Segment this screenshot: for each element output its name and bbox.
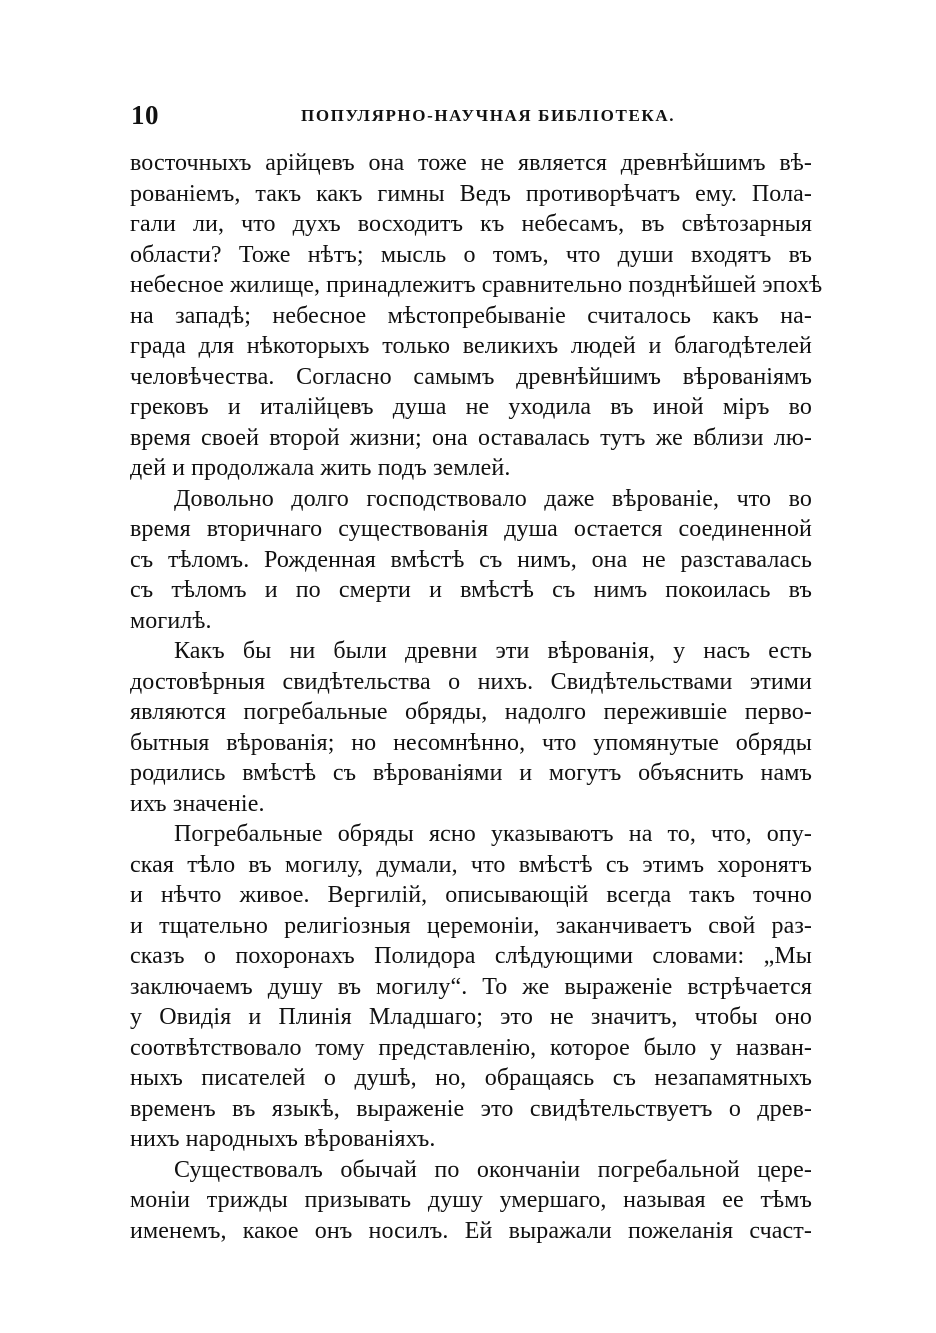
page-number: 10 [131,100,159,130]
text-line: небесное жилище, принадлежитъ сравнительно позднѣйшей эпохѣ [130,272,823,298]
text-line: гали ли, что духъ восходитъ къ небесамъ, въ свѣтозарныя [130,211,812,237]
text-line: ныхъ писателей о душѣ, но, обращаясь съ незапамятныхъ [130,1065,812,1091]
text-line: человѣчества. Согласно самымъ древнѣйшимъ вѣрованіямъ [130,363,812,390]
text-line: съ тѣломъ. Рожденная вмѣстѣ съ нимъ, она не разставалась [130,546,812,573]
page-header [131,100,811,132]
text-line: именемъ, какое онъ носилъ. Ей выражали пожеланія счаст- [130,1217,812,1244]
text-line: у Овидія и Плинія Младшаго; это не значитъ, чтобы оно [130,1004,812,1030]
text-line: соотвѣтствовало тому представленію, которое было у назван- [130,1034,812,1061]
running-title: ПОПУЛЯРНО-НАУЧНАЯ БИБЛІОТЕКА. [301,106,676,125]
text-line: и тщательно религіозныя церемоніи, заканчиваетъ свой раз- [130,912,812,939]
text-line: время вторичнаго существованія душа остается соединенной [130,516,812,542]
text-line: могилѣ. [130,607,212,634]
text-line: Довольно долго господствовало даже вѣрованіе, что во [174,485,812,512]
text-line: града для нѣкоторыхъ только великихъ людей и благодѣтелей [130,333,812,359]
text-line: родились вмѣстѣ съ вѣрованіями и могутъ объяснить намъ [130,760,812,786]
text-line: время своей второй жизни; она оставалась тутъ же вблизи лю- [130,424,812,451]
text-line: дей и продолжала жить подъ землей. [130,455,511,481]
text-line: и нѣчто живое. Вергилій, описывающій всегда такъ точно [130,882,812,908]
text-line: восточныхъ арійцевъ она тоже не является древнѣйшимъ вѣ- [130,150,812,176]
text-line: сказъ о похоронахъ Полидора слѣдующими словами: „Мы [130,943,812,969]
text-line: на западѣ; небесное мѣстопребываніе считалось какъ на- [130,302,812,329]
text-line: нихъ народныхъ вѣрованіяхъ. [130,1126,436,1152]
text-line: Существовалъ обычай по окончаніи погребальной цере- [174,1156,812,1183]
text-line: Какъ бы ни были древни эти вѣрованія, у насъ есть [174,638,812,664]
text-line: бытныя вѣрованія; но несомнѣнно, что упомянутые обряды [130,729,812,756]
text-line: съ тѣломъ и по смерти и вмѣстѣ съ нимъ покоилась въ [130,577,812,603]
text-line: ихъ значеніе. [130,790,265,817]
text-line: заключаемъ душу въ могилу“. То же выраженіе встрѣчается [130,973,812,1000]
text-line: рованіемъ, такъ какъ гимны Ведъ противорѣчатъ ему. Пола- [130,180,812,207]
text-line: области? Тоже нѣтъ; мысль о томъ, что души входятъ въ [130,241,812,268]
text-line: достовѣрныя свидѣтельства о нихъ. Свидѣтельствами этими [130,668,812,695]
text-line: являются погребальные обряды, надолго пережившіе перво- [130,699,812,725]
text-line: грековъ и италійцевъ душа не уходила въ иной міръ во [130,394,812,420]
text-line: ская тѣло въ могилу, думали, что вмѣстѣ съ этимъ хоронятъ [130,851,812,878]
text-line: временъ въ языкѣ, выраженіе это свидѣтельствуетъ о древ- [130,1095,812,1122]
text-line: моніи трижды призывать душу умершаго, называя ее тѣмъ [130,1187,812,1213]
text-line: Погребальные обряды ясно указываютъ на то, что, опу- [174,821,812,847]
body-text [130,148,823,1246]
